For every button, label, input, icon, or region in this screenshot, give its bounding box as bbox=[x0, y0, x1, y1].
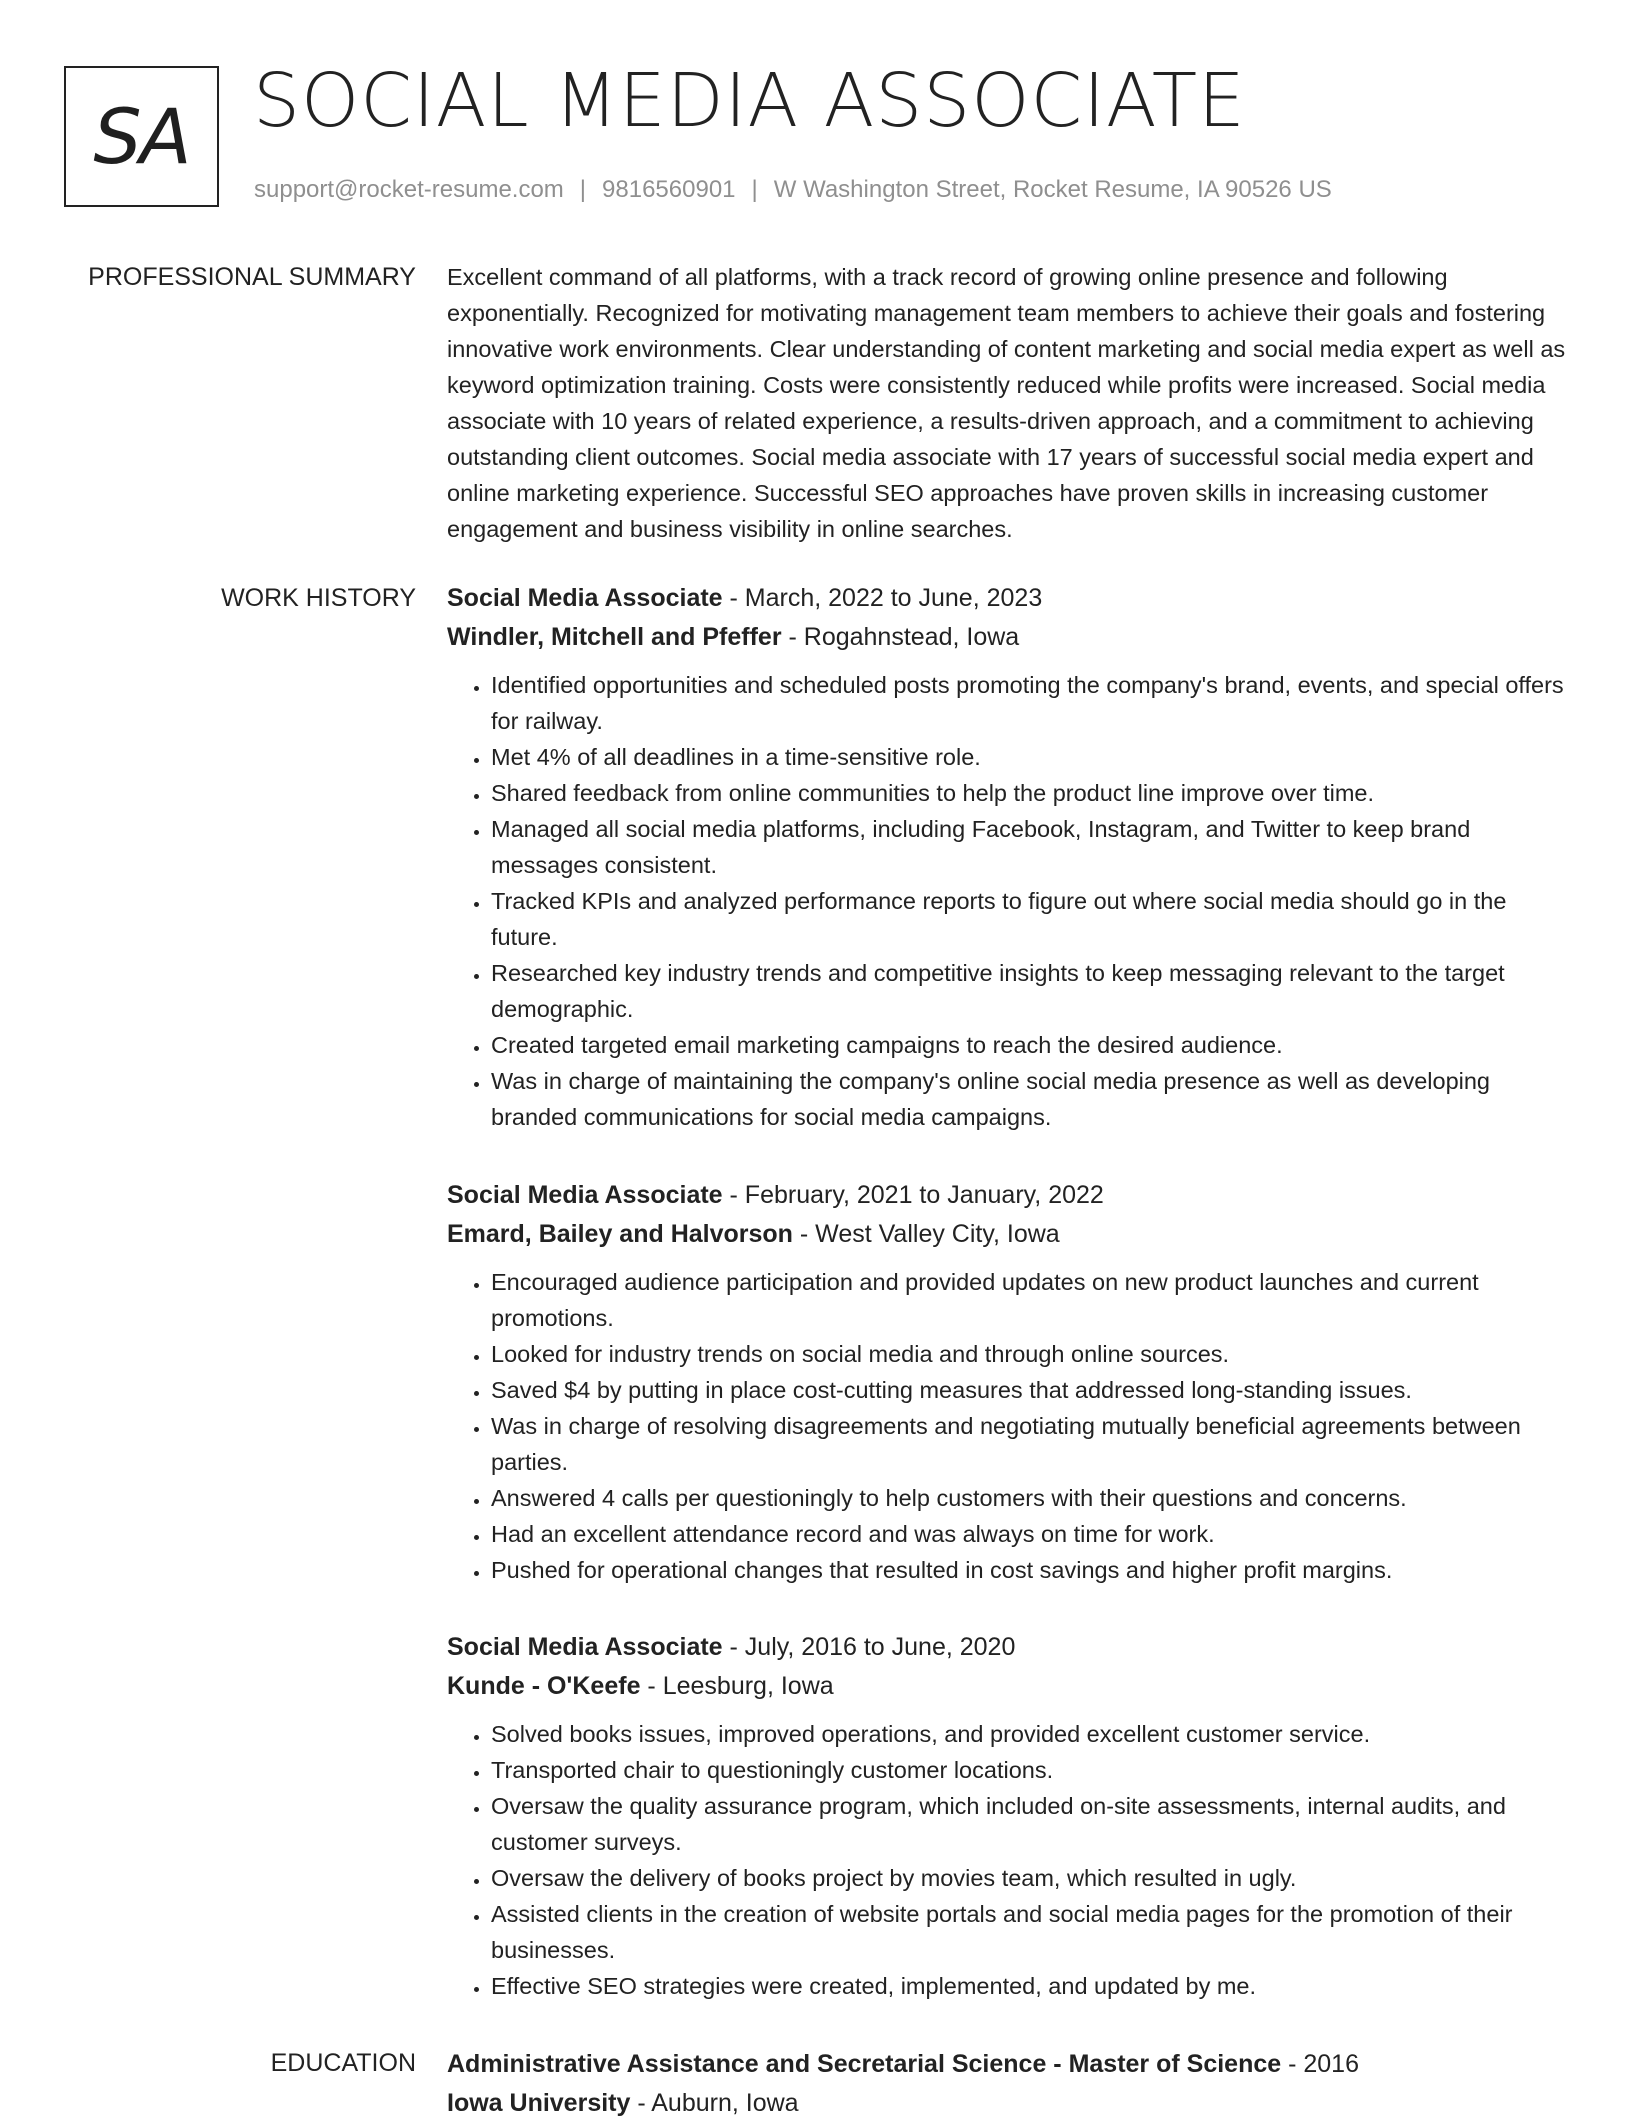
job-entry bbox=[447, 579, 1567, 1135]
contact-email[interactable]: support@rocket-resume.com bbox=[254, 176, 564, 203]
job-location: - West Valley City, Iowa bbox=[792, 1220, 1060, 1248]
job-company-line bbox=[447, 1667, 1567, 1706]
job-dates: - February, 2021 to January, 2022 bbox=[722, 1181, 1104, 1209]
summary-label: PROFESSIONAL SUMMARY bbox=[88, 263, 416, 291]
job-title-line bbox=[447, 579, 1567, 618]
job-bullet: • Oversaw the quality assurance program, which included on-site assessments, internal audits, and customer surveys. bbox=[491, 1788, 1567, 1860]
education-entry bbox=[447, 2045, 1567, 2123]
page-title: SOCIAL MEDIA ASSOCIATE bbox=[253, 58, 1246, 144]
job-company: Emard, Bailey and Halvorson bbox=[447, 1220, 793, 1248]
job-entry bbox=[447, 1628, 1567, 2004]
job-bullet: • Oversaw the delivery of books project by movies team, which resulted in ugly. bbox=[491, 1860, 1567, 1896]
job-company: Windler, Mitchell and Pfeffer bbox=[447, 623, 782, 651]
job-bullet: • Identified opportunities and scheduled posts promoting the company's brand, events, and special offers for railway. bbox=[491, 667, 1567, 739]
job-bullet: • Pushed for operational changes that resulted in cost savings and higher profit margins. bbox=[491, 1552, 1567, 1588]
job-bullet: • Effective SEO strategies were created, implemented, and updated by me. bbox=[491, 1968, 1567, 2004]
contact-line bbox=[254, 172, 1332, 208]
job-bullet: • Solved books issues, improved operations, and provided excellent customer service. bbox=[491, 1716, 1567, 1752]
job-location: - Rogahnstead, Iowa bbox=[781, 623, 1020, 651]
summary-section bbox=[447, 259, 1567, 547]
job-entry bbox=[447, 1176, 1567, 1588]
education-school-line bbox=[447, 2084, 1567, 2123]
job-company-line bbox=[447, 618, 1567, 657]
job-bullet: • Tracked KPIs and analyzed performance reports to figure out where social media should go in the future. bbox=[491, 883, 1567, 955]
contact-separator: | bbox=[579, 176, 587, 203]
job-bullet: • Assisted clients in the creation of website portals and social media pages for the promotion of their businesses. bbox=[491, 1896, 1567, 1968]
job-location: - Leesburg, Iowa bbox=[640, 1672, 834, 1700]
job-company-line bbox=[447, 1215, 1567, 1254]
education-label: EDUCATION bbox=[270, 2049, 416, 2077]
summary-text: Excellent command of all platforms, with a track record of growing online presence and following exponentially. Recognized for motivating management team members to achieve their goals and fostering innovative work environments. Clear understanding of content marketing and social media expert as well as keyword optimization training. Costs were consistently reduced while profits were increased. Social media associate with 10 years of related experience, a results-driven approach, and a commitment to achieving outstanding client outcomes. Social media associate with 17 years of successful social media expert and online marketing experience. Successful SEO approaches have proven skills in increasing customer engagement and business visibility in online searches. bbox=[447, 264, 1566, 542]
job-title: Social Media Associate bbox=[447, 584, 723, 612]
job-bullet: • Researched key industry trends and competitive insights to keep messaging relevant to the target demographic. bbox=[491, 955, 1567, 1027]
job-bullet: • Saved $4 by putting in place cost-cutting measures that addressed long-standing issues. bbox=[491, 1372, 1567, 1408]
contact-phone[interactable]: 9816560901 bbox=[602, 176, 736, 203]
job-bullet: • Was in charge of resolving disagreements and negotiating mutually beneficial agreements between parties. bbox=[491, 1408, 1567, 1480]
education-degree: Administrative Assistance and Secretarial Science - Master of Science bbox=[447, 2050, 1282, 2078]
education-degree-line bbox=[447, 2045, 1567, 2084]
job-dates: - July, 2016 to June, 2020 bbox=[722, 1633, 1016, 1661]
job-title-line bbox=[447, 1176, 1567, 1215]
job-bullet: • Looked for industry trends on social media and through online sources. bbox=[491, 1336, 1567, 1372]
education-location: - Auburn, Iowa bbox=[630, 2089, 799, 2117]
job-bullet-list bbox=[447, 1716, 1567, 2004]
job-title: Social Media Associate bbox=[447, 1181, 723, 1209]
monogram: SA bbox=[64, 66, 219, 207]
job-bullet: • Was in charge of maintaining the company's online social media presence as well as developing branded communications for social media campaigns. bbox=[491, 1063, 1567, 1135]
contact-separator: | bbox=[751, 176, 758, 203]
work-history-label: WORK HISTORY bbox=[221, 584, 416, 612]
job-title: Social Media Associate bbox=[447, 1633, 723, 1661]
education-school: Iowa University bbox=[447, 2089, 631, 2117]
job-bullet-list bbox=[447, 1264, 1567, 1588]
job-bullet: • Met 4% of all deadlines in a time-sensitive role. bbox=[491, 739, 1567, 775]
job-dates: - March, 2022 to June, 2023 bbox=[722, 584, 1043, 612]
job-bullet: • Encouraged audience participation and provided updates on new product launches and current promotions. bbox=[491, 1264, 1567, 1336]
job-bullet: • Created targeted email marketing campaigns to reach the desired audience. bbox=[491, 1027, 1567, 1063]
job-bullet: • Transported chair to questioningly customer locations. bbox=[491, 1752, 1567, 1788]
job-title-line bbox=[447, 1628, 1567, 1667]
job-bullet: • Managed all social media platforms, including Facebook, Instagram, and Twitter to keep brand messages consistent. bbox=[491, 811, 1567, 883]
job-bullet-list bbox=[447, 667, 1567, 1135]
education-year: - 2016 bbox=[1281, 2050, 1359, 2078]
job-bullet: • Had an excellent attendance record and was always on time for work. bbox=[491, 1516, 1567, 1552]
job-bullet: • Shared feedback from online communities to help the product line improve over time. bbox=[491, 775, 1567, 811]
contact-address: W Washington Street, Rocket Resume, IA 90526 US bbox=[773, 176, 1332, 203]
job-bullet: • Answered 4 calls per questioningly to help customers with their questions and concerns. bbox=[491, 1480, 1567, 1516]
job-company: Kunde - O'Keefe bbox=[447, 1672, 641, 1700]
